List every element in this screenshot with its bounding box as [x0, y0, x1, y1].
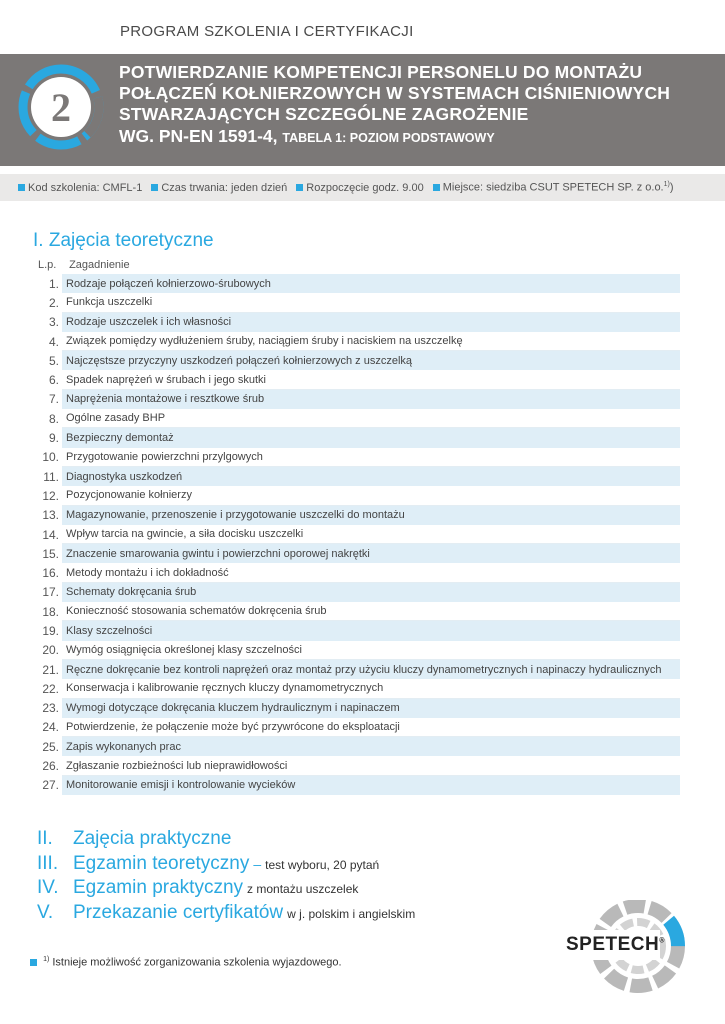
- program-number-badge: [18, 64, 104, 150]
- row-topic: Funkcja uszczelki: [62, 293, 680, 312]
- row-number: 3.: [48, 315, 59, 330]
- table-row: [34, 525, 680, 544]
- logo-text: SPETECH®: [566, 934, 665, 955]
- table-row: [34, 660, 680, 679]
- table-row: [34, 756, 680, 775]
- row-topic: Wymóg osiągnięcia określonej klasy szczelności: [62, 641, 680, 660]
- table-row: [34, 293, 680, 312]
- row-topic: Rodzaje połączeń kołnierzowo-śrubowych: [62, 274, 680, 293]
- table-row: [34, 583, 680, 602]
- row-number: 15.: [42, 546, 59, 561]
- table-row: [34, 602, 680, 621]
- table-row: [34, 486, 680, 505]
- row-topic: Klasy szczelności: [62, 621, 680, 640]
- row-number: 2.: [48, 295, 59, 310]
- table-row: [34, 699, 680, 718]
- row-number: 21.: [42, 662, 59, 677]
- row-topic: Pozycjonowanie kołnierzy: [62, 486, 680, 505]
- row-number: 24.: [42, 720, 59, 735]
- section-theory-title: I. Zajęcia teoretyczne: [33, 230, 214, 251]
- table-row: [34, 370, 680, 389]
- table-row: [34, 351, 680, 370]
- bullet-square-icon: [30, 959, 37, 966]
- footnote-text: Istnieje możliwość zorganizowania szkolenia wyjazdowego.: [52, 956, 342, 969]
- banner-title-line-1: POTWIERDZANIE KOMPETENCJI PERSONELU DO MONTAŻU: [119, 62, 643, 82]
- table-row: [34, 428, 680, 447]
- table-row: [34, 274, 680, 293]
- row-topic: Ręczne dokręcanie bez kontroli naprężeń oraz montaż przy użyciu kluczy dynamometrycznych i napinaczy hydraulicznych: [62, 660, 680, 679]
- row-topic: Metody montażu i ich dokładność: [62, 563, 680, 582]
- section-practice: II. Zajęcia praktyczne: [37, 828, 232, 849]
- row-topic: Zapis wykonanych prac: [62, 737, 680, 756]
- row-number: 9.: [48, 431, 59, 446]
- row-number: 16.: [42, 566, 59, 581]
- row-number: 27.: [42, 778, 59, 793]
- footnote-ref: 1): [663, 181, 670, 189]
- row-number: 17.: [42, 585, 59, 600]
- table-row: [34, 544, 680, 563]
- table-row: [34, 467, 680, 486]
- bullet-square-icon: [151, 184, 158, 191]
- row-topic: Wymogi dotyczące dokręcania kluczem hydraulicznym i napinaczem: [62, 699, 680, 718]
- table-row: [34, 409, 680, 428]
- info-duration: Czas trwania: jeden dzień: [151, 182, 287, 194]
- row-topic: Znaczenie smarowania gwintu i powierzchni oporowej nakrętki: [62, 544, 680, 563]
- program-title: PROGRAM SZKOLENIA I CERTYFIKACJI: [120, 23, 414, 40]
- column-header-lp: L.p.: [38, 259, 57, 271]
- table-row: [34, 563, 680, 582]
- info-bar: [0, 174, 725, 201]
- table-row: [34, 621, 680, 640]
- info-code: Kod szkolenia: CMFL-1: [18, 182, 142, 194]
- topics-table: [34, 274, 680, 795]
- row-number: 12.: [42, 488, 59, 503]
- row-number: 10.: [42, 450, 59, 465]
- column-header-topic: Zagadnienie: [69, 259, 130, 271]
- section-theory-exam: III. Egzamin teoretyczny – test wyboru, 20 pytań: [37, 852, 380, 874]
- info-start: Rozpoczęcie godz. 9.00: [296, 182, 423, 194]
- row-number: 22.: [42, 681, 59, 696]
- table-row: [34, 776, 680, 795]
- row-number: 13.: [42, 508, 59, 523]
- other-sections: [37, 828, 415, 926]
- footnote-marker: 1): [43, 956, 50, 963]
- section-certificates: V. Przekazanie certyfikatów w j. polskim i angielskim: [37, 901, 416, 923]
- row-number: 1.: [48, 276, 59, 291]
- row-number: 7.: [48, 392, 59, 407]
- row-topic: Konserwacja i kalibrowanie ręcznych kluczy dynamometrycznych: [62, 679, 680, 698]
- footnote: [30, 956, 342, 969]
- table-row: [34, 506, 680, 525]
- row-topic: Najczęstsze przyczyny uszkodzeń połączeń kołnierzowych z uszczelką: [62, 351, 680, 370]
- row-topic: Konieczność stosowania schematów dokręcenia śrub: [62, 602, 680, 621]
- row-number: 18.: [42, 604, 59, 619]
- row-topic: Ogólne zasady BHP: [62, 409, 680, 428]
- row-number: 6.: [48, 373, 59, 388]
- section-practical-exam: IV. Egzamin praktyczny z montażu uszczelek: [37, 877, 359, 898]
- standard-name: WG. PN-EN 1591-4,: [119, 126, 278, 146]
- row-topic: Bezpieczny demontaż: [62, 428, 680, 447]
- row-topic: Zgłaszanie rozbieżności lub nieprawidłowości: [62, 756, 680, 775]
- row-topic: Wpływ tarcia na gwincie, a siła docisku uszczelki: [62, 525, 680, 544]
- row-number: 4.: [48, 334, 59, 349]
- standard-detail: TABELA 1: POZIOM PODSTAWOWY: [282, 131, 495, 145]
- table-row: [34, 641, 680, 660]
- bullet-square-icon: [296, 184, 303, 191]
- row-number: 11.: [43, 469, 59, 484]
- row-topic: Naprężenia montażowe i resztkowe śrub: [62, 390, 680, 409]
- row-number: 25.: [42, 739, 59, 754]
- row-topic: Schematy dokręcania śrub: [62, 583, 680, 602]
- table-row: [34, 332, 680, 351]
- info-place: Miejsce: siedziba CSUT SPETECH SP. z o.o.$^{1)}$): [433, 181, 674, 194]
- banner-title: [119, 62, 670, 149]
- row-number: 5.: [48, 353, 59, 368]
- banner-title-line-3: STWARZAJĄCYCH SZCZEGÓLNE ZAGROŻENIE: [119, 104, 529, 124]
- table-row: [34, 679, 680, 698]
- row-number: 20.: [42, 643, 59, 658]
- row-topic: Rodzaje uszczelek i ich własności: [62, 313, 680, 332]
- row-number: 19.: [42, 623, 59, 638]
- bullet-square-icon: [433, 184, 440, 191]
- row-topic: Potwierdzenie, że połączenie może być przywrócone do eksploatacji: [62, 718, 680, 737]
- row-number: 14.: [42, 527, 59, 542]
- table-row: [34, 718, 680, 737]
- row-topic: Przygotowanie powierzchni przylgowych: [62, 448, 680, 467]
- row-topic: Związek pomiędzy wydłużeniem śruby, naciągiem śruby i naciskiem na uszczelkę: [62, 332, 680, 351]
- row-topic: Diagnostyka uszkodzeń: [62, 467, 680, 486]
- table-row: [34, 448, 680, 467]
- bullet-square-icon: [18, 184, 25, 191]
- banner-title-line-2: POŁĄCZEŃ KOŁNIERZOWYCH W SYSTEMACH CIŚNIENIOWYCH: [119, 83, 671, 103]
- table-row: [34, 313, 680, 332]
- row-topic: Spadek naprężeń w śrubach i jego skutki: [62, 370, 680, 389]
- row-topic: Magazynowanie, przenoszenie i przygotowanie uszczelki do montażu: [62, 506, 680, 525]
- row-number: 8.: [48, 411, 59, 426]
- table-row: [34, 737, 680, 756]
- row-number: 23.: [42, 701, 59, 716]
- table-row: [34, 390, 680, 409]
- badge-number: 2: [51, 85, 71, 130]
- table-header: [38, 259, 130, 271]
- banner-standard: [119, 125, 670, 149]
- row-number: 26.: [42, 759, 59, 774]
- row-topic: Monitorowanie emisji i kontrolowanie wycieków: [62, 776, 680, 795]
